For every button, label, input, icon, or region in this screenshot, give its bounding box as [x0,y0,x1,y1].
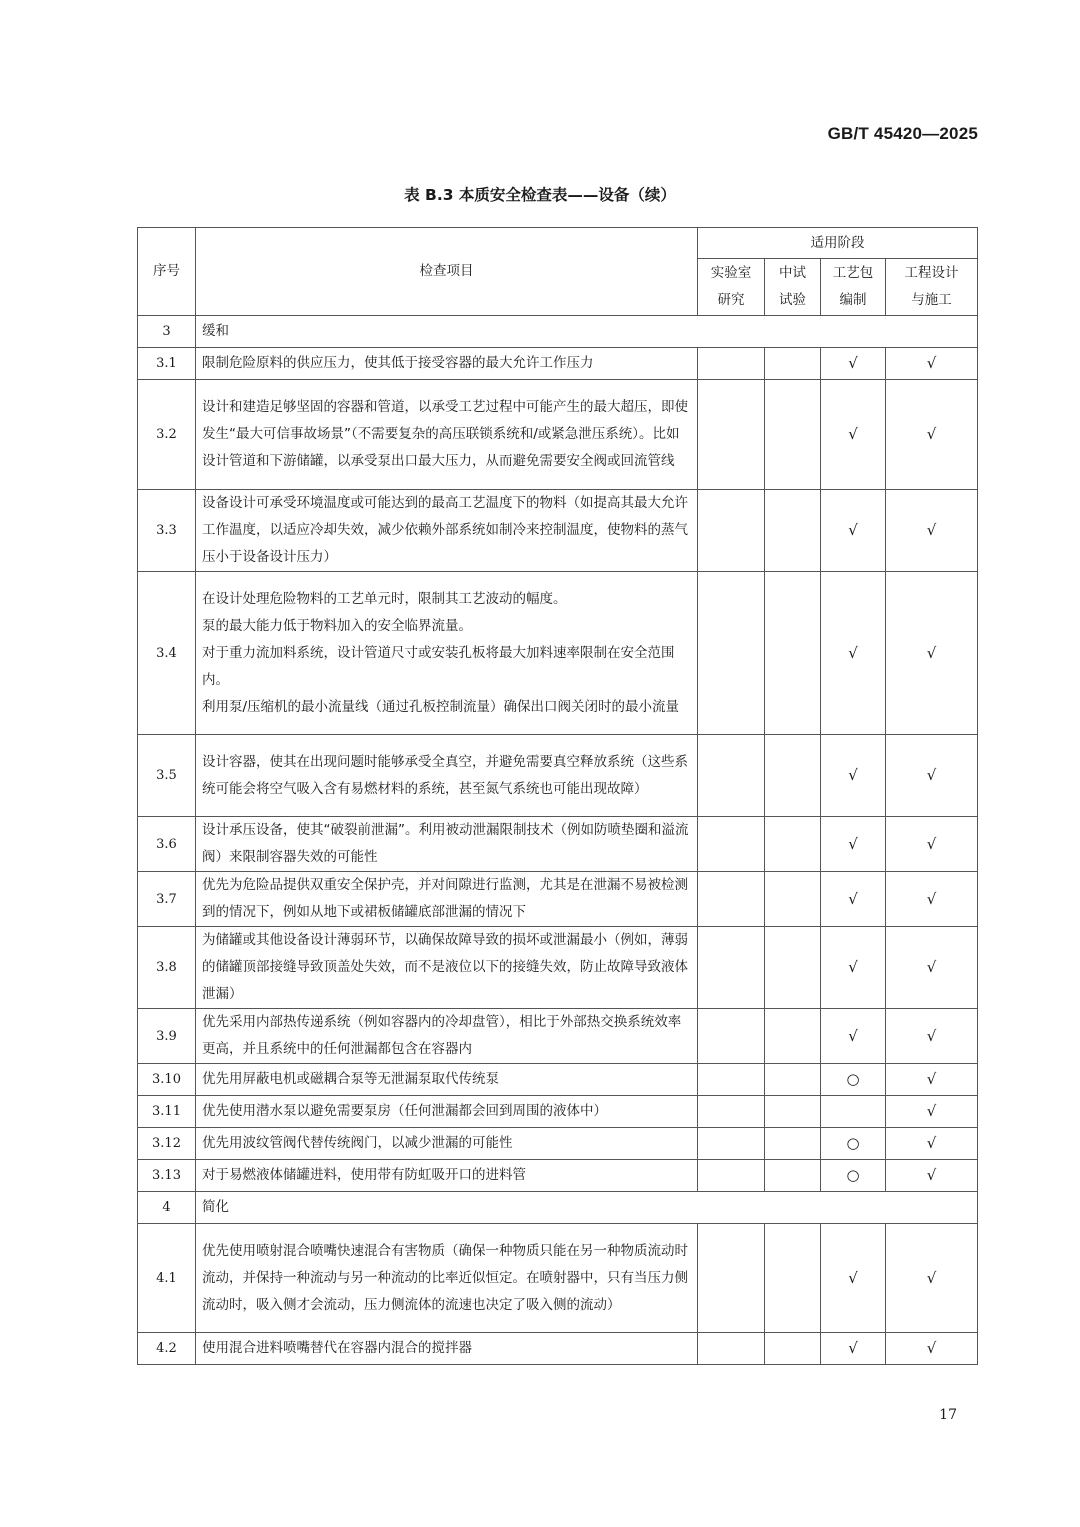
check-item: 设计容器，使其在出现问题时能够承受全真空，并避免需要真空释放系统（这些系统可能会将空气吸入含有易燃材料的系统，甚至氮气系统也可能出现故障） [196,735,698,817]
check-item: 优先使用潜水泵以避免需要泵房（任何泄漏都会回到周围的液体中） [196,1096,698,1128]
check-item [196,572,698,735]
table-row [138,1333,978,1365]
row-number: 3.13 [138,1160,196,1192]
row-number: 3.2 [138,380,196,490]
stage-mark: √ [821,817,886,872]
stage-mark [765,380,821,490]
table-row [138,1224,978,1333]
header-item: 检查项目 [196,228,698,316]
stage-pilot-label: 中试试验 [779,265,806,308]
stage-mark [765,1096,821,1128]
stage-mark [765,572,821,735]
stage-mark [765,348,821,380]
stage-mark [821,1096,886,1128]
table-row [138,380,978,490]
stage-lab-label: 实验室研究 [710,265,752,308]
stage-mark [765,490,821,572]
table-row [138,490,978,572]
row-number: 3.9 [138,1009,196,1064]
header-no: 序号 [138,228,196,316]
check-item-line: 泵的最大能力低于物料加入的安全临界流量。 [202,617,472,634]
check-item: 对于易燃液体储罐进料，使用带有防虹吸开口的进料管 [196,1160,698,1192]
stage-mark: √ [821,380,886,490]
row-number: 3.12 [138,1128,196,1160]
row-number: 3.6 [138,817,196,872]
header-stage-group: 适用阶段 [698,228,978,259]
row-number: 4.2 [138,1333,196,1365]
header-stage-pilot [765,259,821,316]
stage-mark: √ [886,1096,978,1128]
stage-mark: √ [821,735,886,817]
stage-engineering-label: 工程设计与施工 [904,265,959,308]
stage-mark: √ [886,872,978,927]
check-item-line: 利用泵/压缩机的最小流量线（通过孔板控制流量）确保出口阀关闭时的最小流量 [202,698,680,715]
row-number: 4.1 [138,1224,196,1333]
row-number: 3.3 [138,490,196,572]
checklist-table [137,227,978,1365]
stage-mark [698,1009,765,1064]
stage-mark: √ [886,348,978,380]
stage-mark: √ [821,927,886,1009]
stage-mark [698,817,765,872]
stage-mark [765,927,821,1009]
table-row [138,927,978,1009]
stage-mark: √ [886,572,978,735]
header-stage-package [821,259,886,316]
stage-mark: √ [886,1128,978,1160]
check-item: 限制危险原料的供应压力，使其低于接受容器的最大允许工作压力 [196,348,698,380]
stage-package-label: 工艺包编制 [832,265,874,308]
stage-mark [765,1333,821,1365]
table-row [138,1096,978,1128]
table-body [138,316,978,1365]
check-item: 优先采用内部热传递系统（例如容器内的冷却盘管），相比于外部热交换系统效率更高，并且系统中的任何泄漏都包含在容器内 [196,1009,698,1064]
page-number: 17 [939,1407,957,1423]
check-item: 优先使用喷射混合喷嘴快速混合有害物质（确保一种物质只能在另一种物质流动时流动，并保持一种流动与另一种流动的比率近似恒定。在喷射器中，只有当压力侧流动时，吸入侧才会流动，压力侧流体的流速也决定了吸入侧的流动） [196,1224,698,1333]
check-item-line: 在设计处理危险物料的工艺单元时，限制其工艺波动的幅度。 [202,590,567,607]
standard-code: GB/T 45420—2025 [827,124,978,143]
stage-mark [698,380,765,490]
table-row [138,316,978,348]
table-row [138,1128,978,1160]
header-stage-engineering [886,259,978,316]
stage-mark [765,735,821,817]
row-number: 3.4 [138,572,196,735]
stage-mark: √ [821,1333,886,1365]
stage-mark: √ [886,380,978,490]
table-row [138,735,978,817]
stage-mark [765,1224,821,1333]
stage-mark [698,1128,765,1160]
table-row [138,572,978,735]
row-number: 3.1 [138,348,196,380]
stage-mark: √ [821,572,886,735]
header-stage-lab [698,259,765,316]
stage-mark [698,872,765,927]
stage-mark: √ [821,348,886,380]
row-number: 3.8 [138,927,196,1009]
section-heading: 简化 [196,1192,978,1224]
check-item: 为储罐或其他设备设计薄弱环节，以确保故障导致的损坏或泄漏最小（例如，薄弱的储罐顶部接缝导致顶盖处失效，而不是液位以下的接缝失效，防止故障导致液体泄漏） [196,927,698,1009]
stage-mark [765,1064,821,1096]
table-row [138,1160,978,1192]
row-number: 3.7 [138,872,196,927]
check-item-line: 对于重力流加料系统，设计管道尺寸或安装孔板将最大加料速率限制在安全范围内。 [202,644,675,688]
stage-mark: √ [886,735,978,817]
stage-mark: √ [886,1224,978,1333]
stage-mark [765,1009,821,1064]
stage-mark [765,872,821,927]
section-heading: 缓和 [196,316,978,348]
stage-mark: √ [886,1160,978,1192]
table-row [138,817,978,872]
table-row [138,1009,978,1064]
stage-mark [698,348,765,380]
stage-mark [698,1333,765,1365]
check-item: 使用混合进料喷嘴替代在容器内混合的搅拌器 [196,1333,698,1365]
table-row [138,348,978,380]
stage-mark [698,1160,765,1192]
stage-mark [698,1064,765,1096]
stage-mark: √ [821,1009,886,1064]
table-row [138,1064,978,1096]
stage-mark [765,1160,821,1192]
check-item: 优先用屏蔽电机或磁耦合泵等无泄漏泵取代传统泵 [196,1064,698,1096]
stage-mark [698,572,765,735]
stage-mark [698,927,765,1009]
stage-mark: √ [886,817,978,872]
check-item: 设备设计可承受环境温度或可能达到的最高工艺温度下的物料（如提高其最大允许工作温度，以适应冷却失效，减少依赖外部系统如制冷来控制温度，使物料的蒸气压小于设备设计压力） [196,490,698,572]
stage-mark: √ [886,1009,978,1064]
row-number: 3.5 [138,735,196,817]
row-number: 3 [138,316,196,348]
row-number: 3.11 [138,1096,196,1128]
stage-mark: √ [821,872,886,927]
check-item: 优先为危险品提供双重安全保护壳，并对间隙进行监测，尤其是在泄漏不易被检测到的情况下，例如从地下或裙板储罐底部泄漏的情况下 [196,872,698,927]
check-item: 设计承压设备，使其“破裂前泄漏”。利用被动泄漏限制技术（例如防喷垫圈和溢流阀）来限制容器失效的可能性 [196,817,698,872]
stage-mark [765,1128,821,1160]
stage-mark [698,735,765,817]
stage-mark: √ [886,927,978,1009]
stage-mark: √ [821,490,886,572]
stage-mark: √ [821,1224,886,1333]
row-number: 4 [138,1192,196,1224]
check-item: 优先用波纹管阀代替传统阀门，以减少泄漏的可能性 [196,1128,698,1160]
stage-mark: √ [886,490,978,572]
stage-mark: √ [886,1333,978,1365]
table-title: 表 B.3 本质安全检查表——设备（续） [404,186,676,204]
stage-mark [698,1096,765,1128]
check-item: 设计和建造足够坚固的容器和管道，以承受工艺过程中可能产生的最大超压，即使发生“最大可信事故场景”（不需要复杂的高压联锁系统和/或紧急泄压系统）。比如设计管道和下游储罐，以承受泵出口最大压力，从而避免需要安全阀或回流管线 [196,380,698,490]
stage-mark: √ [886,1064,978,1096]
stage-mark: ○ [821,1160,886,1192]
stage-mark [765,817,821,872]
table-row [138,872,978,927]
stage-mark [698,490,765,572]
stage-mark: ○ [821,1064,886,1096]
stage-mark: ○ [821,1128,886,1160]
table-row [138,1192,978,1224]
stage-mark [698,1224,765,1333]
row-number: 3.10 [138,1064,196,1096]
